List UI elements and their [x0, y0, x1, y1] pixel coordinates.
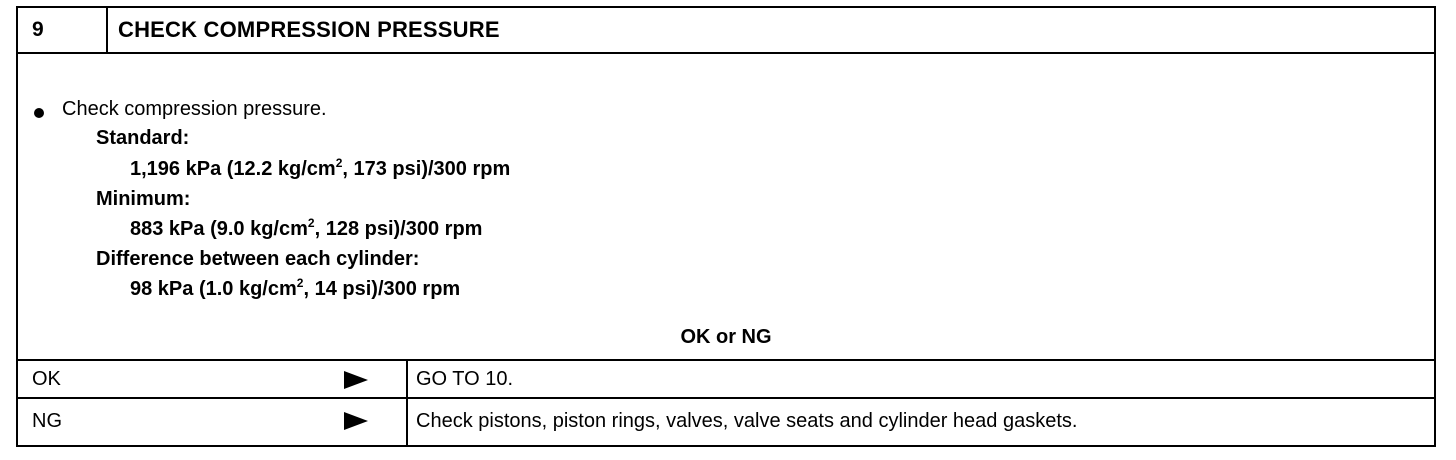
- spec-value-difference: 98 kPa (1.0 $kg/cm^2$, 14 psi)/300 rpm: [130, 276, 461, 300]
- result-action: Check pistons, piston rings, valves, valve seats and cylinder head gaskets.: [416, 410, 1078, 432]
- column-divider: [406, 399, 408, 447]
- result-prompt: OK or NG: [680, 326, 772, 348]
- step-number: 9: [18, 8, 108, 52]
- column-divider: [406, 361, 408, 397]
- spec-label-standard: Standard:: [96, 127, 190, 149]
- spec-label-difference: Difference between each cylinder:: [96, 248, 420, 270]
- spec-label-minimum: Minimum:: [96, 188, 191, 210]
- result-row-ok: [18, 359, 1434, 397]
- arrow-right-icon: [344, 412, 368, 430]
- arrow-right-icon: [344, 371, 368, 389]
- bullet-icon: [34, 108, 44, 118]
- spec-value-minimum: 883 kPa (9.0 $kg/cm^2$, 128 psi)/300 rpm: [130, 216, 483, 240]
- result-label: NG: [32, 410, 62, 432]
- spec-value-standard: 1,196 kPa (12.2 $kg/cm^2$, 173 psi)/300 rpm: [130, 156, 511, 180]
- result-action: GO TO 10.: [416, 368, 514, 390]
- result-label: OK: [32, 368, 61, 390]
- step-header: [18, 8, 1434, 54]
- diagnostic-step-table: [16, 6, 1436, 447]
- result-row-ng: [18, 397, 1434, 447]
- instruction-text: Check compression pressure.: [62, 98, 327, 120]
- step-title: CHECK COMPRESSION PRESSURE: [118, 17, 500, 42]
